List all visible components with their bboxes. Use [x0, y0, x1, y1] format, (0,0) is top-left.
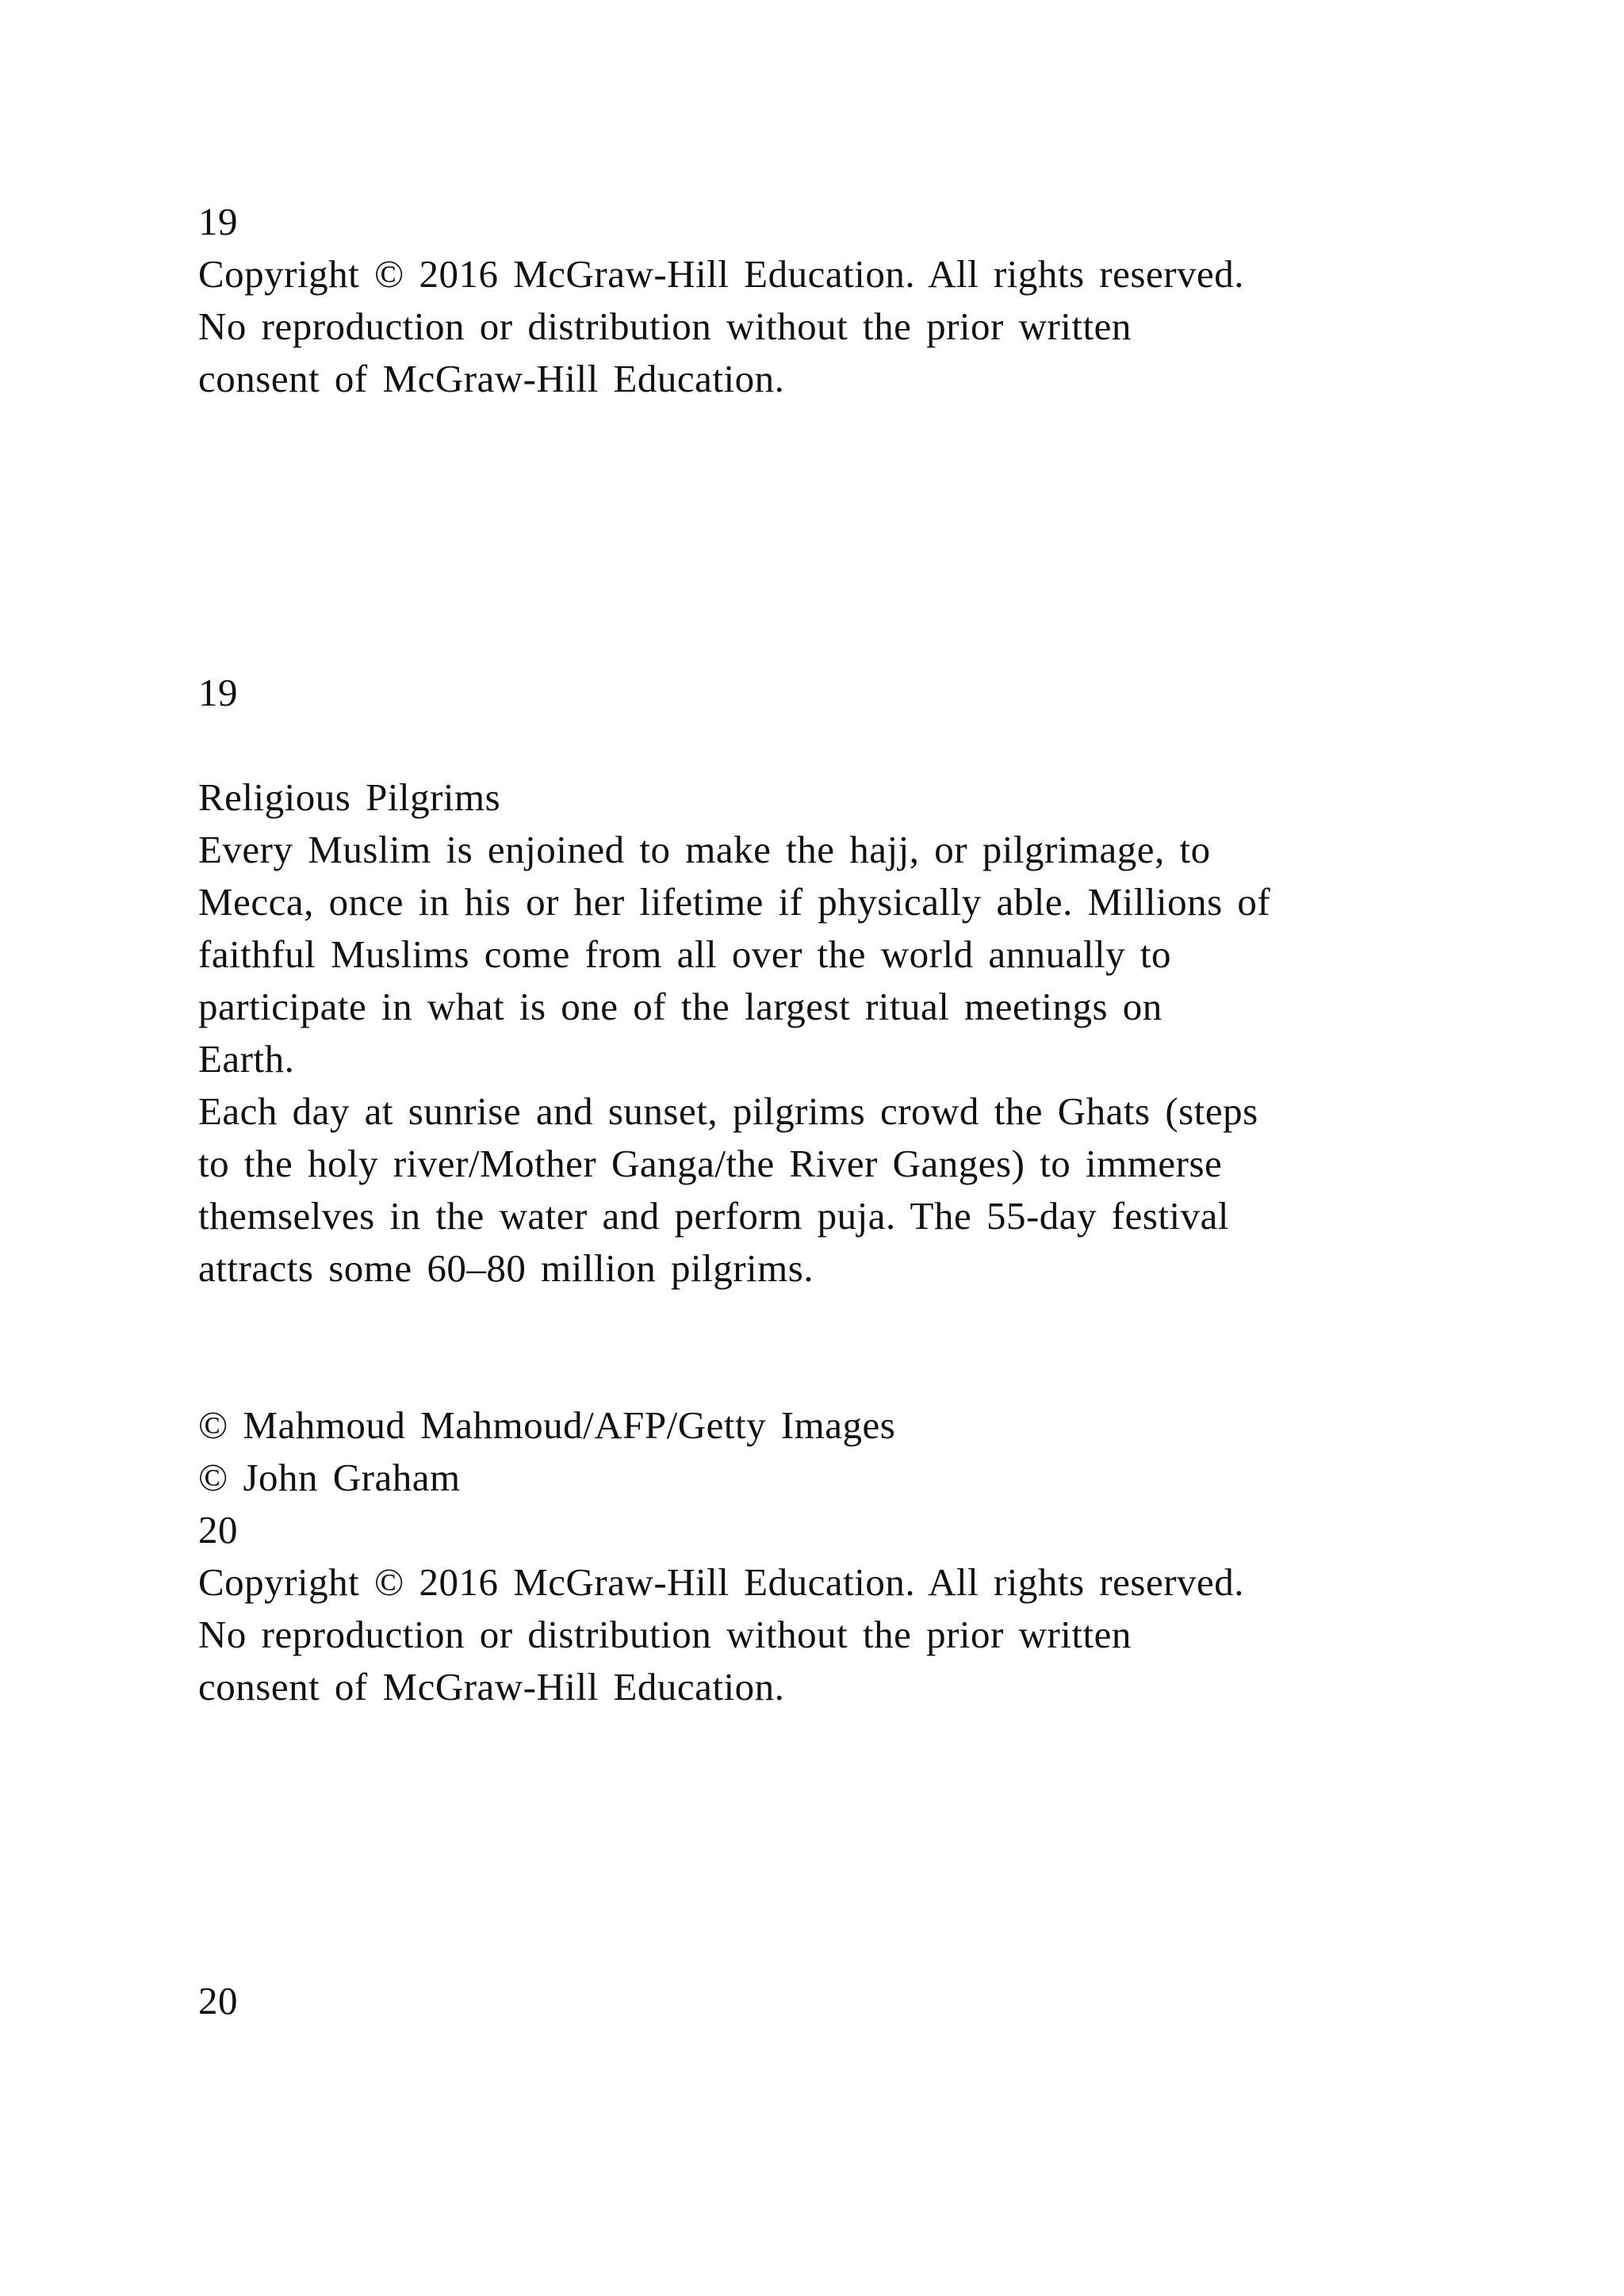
copyright-line: No reproduction or distribution without the prior written [198, 304, 1132, 348]
copyright-line: consent of McGraw-Hill Education. [198, 1665, 785, 1709]
section-heading: Religious Pilgrims [198, 775, 501, 819]
page-number: 20 [198, 1508, 238, 1552]
copyright-line: Copyright © 2016 McGraw-Hill Education. All rights reserved. [198, 1560, 1245, 1604]
body-text-line: participate in what is one of the largest ritual meetings on [198, 985, 1162, 1028]
body-text-line: themselves in the water and perform puja. The 55-day festival [198, 1194, 1230, 1238]
body-text-line: Each day at sunrise and sunset, pilgrims crowd the Ghats (steps [198, 1089, 1258, 1133]
copyright-line: Copyright © 2016 McGraw-Hill Education. All rights reserved. [198, 252, 1245, 296]
page-number: 20 [198, 1979, 238, 2022]
body-text-line: Earth. [198, 1037, 295, 1081]
image-credit: © John Graham [198, 1456, 461, 1499]
body-text-line: Mecca, once in his or her lifetime if physically able. Millions of [198, 880, 1271, 924]
page-number: 19 [198, 200, 238, 243]
body-text-line: faithful Muslims come from all over the world annually to [198, 932, 1171, 976]
body-text-line: attracts some 60–80 million pilgrims. [198, 1246, 814, 1290]
page-number: 19 [198, 671, 238, 714]
image-credit: © Mahmoud Mahmoud/AFP/Getty Images [198, 1403, 896, 1447]
copyright-line: No reproduction or distribution without the prior written [198, 1613, 1132, 1656]
body-text-line: to the holy river/Mother Ganga/the River Ganges) to immerse [198, 1142, 1223, 1185]
copyright-line: consent of McGraw-Hill Education. [198, 357, 785, 400]
body-text-line: Every Muslim is enjoined to make the hajj, or pilgrimage, to [198, 828, 1211, 871]
